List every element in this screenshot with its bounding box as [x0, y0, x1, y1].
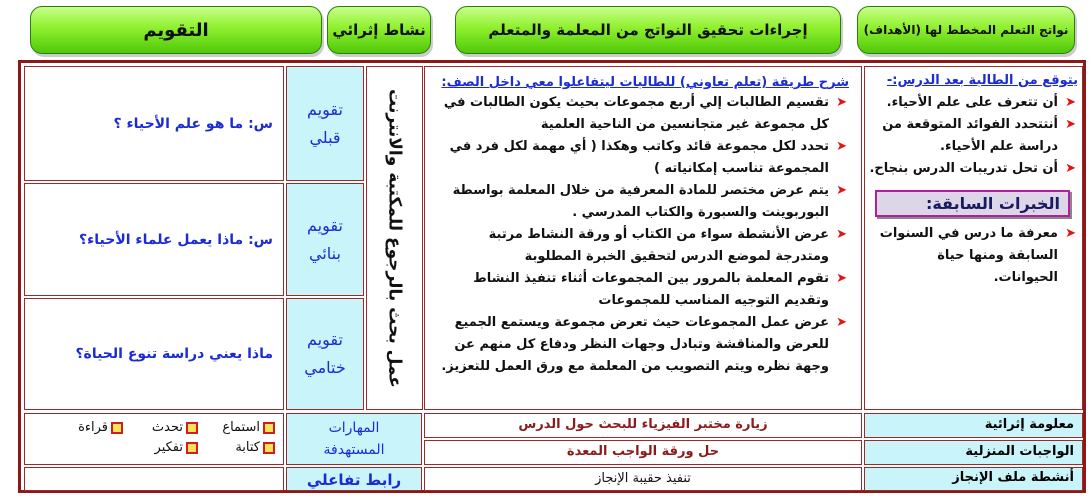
enrichment-text: عمل بحث بالرجوع للمكتبة والانترنت	[384, 88, 405, 388]
skill-writing[interactable]: كتابة	[235, 440, 275, 455]
header-objectives: نواتج التعلم المخطط لها (الأهداف)	[857, 6, 1075, 54]
header-evaluation: التقويم	[30, 6, 322, 54]
procedure-item: ➤ تقسيم الطالبات إلي أربع مجموعات بحيث يكون الطالبات في كل مجموعة غير متجانسين من الناحية العلمية	[443, 95, 847, 132]
skill-listening[interactable]: استماع	[222, 420, 275, 435]
procedure-item: ➤ تقوم المعلمة بالمرور بين المجموعات أثناء تنفيذ النشاط وتقديم التوجيه المناسب للمجموعات	[473, 271, 847, 308]
lesson-table	[18, 60, 1086, 493]
header-procedures: إجراءات تحقيق النواتج من المعلمة والمتعلم	[455, 6, 841, 54]
skills-cell	[24, 413, 284, 465]
objectives-cell	[864, 66, 1083, 410]
objectives-list	[869, 92, 1078, 180]
interactive-link-value	[24, 467, 284, 491]
evaluation-type-final: تقويم ختامي	[286, 298, 364, 410]
enrichment-info-value: زيارة مختبر الفيزياء للبحث حول الدرس	[424, 413, 862, 438]
homework-label: الواجبات المنزلية	[864, 440, 1083, 465]
skills-label: المهارات المستهدفة	[286, 413, 422, 465]
procedures-heading: شرح طريقة (تعلم تعاوني) للطالبات ليتفاعلوا معي داخل الصف:	[441, 75, 849, 90]
header-enrichment: نشاط إثرائي	[327, 6, 431, 54]
prior-experience-item: ➤ معرفة ما درس في السنوات السابقة ومنها حياة الحيوانات.	[879, 226, 1076, 285]
evaluation-type-pre: تقويم قبلي	[286, 66, 364, 181]
procedure-item: ➤ عرض عمل المجموعات حيث تعرض مجموعة ويستمع الجميع للعرض والمناقشة وتبادل وجهات النظر ودفاع كل منهم عن وجهة نظره ويتم التصويب من المعلمة مع ورق العمل للتعزيز.	[441, 315, 847, 374]
procedure-item: ➤ عرض الأنشطة سواء من الكتاب أو ورقة النشاط مرتبة ومتدرجة لموضع الدرس لتحقيق الخبرة المطلوبة	[488, 227, 847, 264]
prior-experience-heading: الخبرات السابقة:	[875, 190, 1070, 217]
objective-item: ➤ أن تحل تدريبات الدرس بنجاح.	[869, 161, 1076, 176]
objectives-heading: يتوقع من الطالبة بعد الدرس:-	[886, 73, 1078, 88]
procedure-item: ➤ يتم عرض مختصر للمادة المعرفية من خلال المعلمة بواسطة البوربوينت والسبورة والكتاب المدرسي .	[452, 183, 847, 220]
evaluation-question-pre: س: ما هو علم الأحياء ؟	[24, 66, 284, 181]
procedure-item: ➤ تحدد لكل مجموعة قائد وكاتب وهكذا ( أي مهمة لكل فرد في المجموعة تناسب إمكانياته )	[449, 139, 847, 176]
enrichment-cell	[366, 66, 423, 410]
evaluation-question-formative: س: ماذا يعمل علماء الأحياء؟	[24, 183, 284, 296]
homework-value: حل ورقة الواجب المعدة	[424, 440, 862, 465]
objective-item: ➤ أنتتحدد الفوائد المتوقعة من دراسة علم الأحياء.	[882, 117, 1076, 154]
procedures-list	[437, 92, 849, 378]
enrichment-info-label: معلومة إثرائية	[864, 413, 1083, 438]
evaluation-question-final: ماذا يعني دراسة تنوع الحياة؟	[24, 298, 284, 410]
evaluation-type-formative: تقويم بنائي	[286, 183, 364, 296]
skill-reading[interactable]: قراءة	[78, 420, 123, 435]
skill-thinking[interactable]: تفكير	[155, 440, 198, 455]
prior-experience-list	[869, 223, 1078, 289]
portfolio-label: أنشطة ملف الإنجاز	[864, 467, 1083, 491]
interactive-link[interactable]: رابط تفاعلي	[286, 467, 422, 491]
objective-item: ➤ أن تتعرف على علم الأحياء.	[886, 95, 1076, 110]
skill-speaking[interactable]: تحدث	[152, 420, 198, 435]
portfolio-value: تنفيذ حقيبة الإنجاز	[424, 467, 862, 491]
procedures-cell	[424, 66, 862, 410]
